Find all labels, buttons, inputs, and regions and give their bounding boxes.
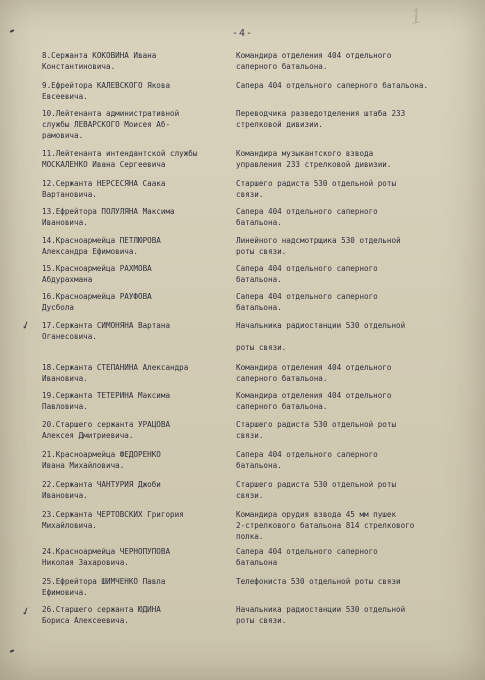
entry-role: Сапера 404 отдельного саперного батальона. xyxy=(236,81,429,90)
entry-name: 18.Сержанта СТЕПАНИНА Александра Ивановича. xyxy=(42,363,189,383)
entry-role: Сапера 404 отдельного саперного батальона. xyxy=(236,292,378,312)
entry-role: Сапера 404 отдельного саперного батальона xyxy=(236,547,378,567)
entry-role: Переводчика разведотделения штаба 233 стрелковой дивизии. xyxy=(236,109,406,129)
check-mark-icon: ✓ xyxy=(19,603,32,619)
check-mark-icon: ✓ xyxy=(19,317,32,333)
entry-name: 9.Ефрейтора КАЛЕВСКОГО Якова Евсеевича. xyxy=(42,81,171,101)
entry-role: Сапера 404 отдельного саперного батальона. xyxy=(236,264,378,284)
entry-name: 25.Ефрейтора ШИМЧЕНКО Павла Ефимовича. xyxy=(42,577,166,597)
entry-name: 10.Лейтенанта административной службы ЛЕВАРСКОГО Моисея Аб- рамовича. xyxy=(42,109,180,140)
entry-name: 8.Сержанта КОКОВИНА Ивана Константиновича. xyxy=(42,51,157,71)
entry-name: 24.Красноармейца ЧЕРНОПУПОВА Николая Захаровича. xyxy=(42,547,171,567)
binding-hole-mark xyxy=(10,649,14,653)
entry-name: 12.Сержанта НЕРСЕСЯНА Саака Вартановича. xyxy=(42,179,166,199)
entry-name: 15.Красноармейца РАХМОВА Абдурахмана xyxy=(42,264,152,284)
entry-role: Командира отделения 404 отдельного саперного батальона. xyxy=(236,51,392,71)
entry-role: Начальника радиостанции 530 отдельной роты связи. xyxy=(236,605,406,625)
entry-name: 13.Ефрейтора ПОЛУЛЯНА Максима Ивановича. xyxy=(42,207,175,227)
entry-name: 26.Старшего сержанта ЮДИНА Бориса Алексеевича. xyxy=(42,605,161,625)
entry-name: 20.Старшего сержанта УРАЦОВА Алексея Дмитриевича. xyxy=(42,420,171,440)
entry-role: Командира отделения 404 отдельного саперного батальона. xyxy=(236,363,392,383)
entry-role: Сапера 404 отдельного саперного батальона. xyxy=(236,207,378,227)
entry-role: Командира орудия взвода 45 мм пушек 2-стрелкового батальона 814 стрелкового полка. xyxy=(236,510,415,541)
entry-role: Телефониста 530 отдельной роты связи xyxy=(236,577,401,586)
entry-role: Командира отделения 404 отдельного саперного батальона. xyxy=(236,391,392,411)
entry-role: Старшего радиста 530 отдельной роты связи. xyxy=(236,480,397,500)
entry-role: Командира музыкантского взвода управления 233 стрелковой дивизии. xyxy=(236,149,392,169)
entry-name: 11.Лейтенанта интендантской службы МОСКАЛЕНКО Ивана Сергеевича xyxy=(42,149,198,169)
entry-role: Начальника радиостанции 530 отдельной роты связи. xyxy=(236,321,406,352)
corner-pencil-mark: 1 xyxy=(408,3,425,29)
entry-role: Линейного надсмотрщика 530 отдельной роты связи. xyxy=(236,236,401,256)
entry-role: Сапера 404 отдельного саперного батальона. xyxy=(236,450,378,470)
page-number: -4- xyxy=(231,28,254,39)
entry-name: 19.Сержанта ТЕТЕРИНА Максима Павловича. xyxy=(42,391,171,411)
entry-name: 17.Сержанта СИМОНЯНА Вартана Оганесовича. xyxy=(42,321,171,341)
entry-role: Старшего радиста 530 отдельной роты связи. xyxy=(236,179,397,199)
entry-name: 23.Сержанта ЧЕРТОВСКИХ Григория Михайловича. xyxy=(42,510,184,530)
entry-name: 14.Красноармейца ПЕТЛЮРОВА Александра Ефимовича. xyxy=(42,236,161,256)
entry-name: 21.Красноармейца ФЕДОРЕНКО Ивана Михайловича. xyxy=(42,450,161,470)
entry-name: 22.Сержанта ЧАНТУРИЯ Джоби Ивановича. xyxy=(42,480,161,500)
entry-role: Старшего радиста 530 отдельной роты связи. xyxy=(236,420,397,440)
entry-name: 16.Красноармейца РАУФОВА Дусбола xyxy=(42,292,152,312)
